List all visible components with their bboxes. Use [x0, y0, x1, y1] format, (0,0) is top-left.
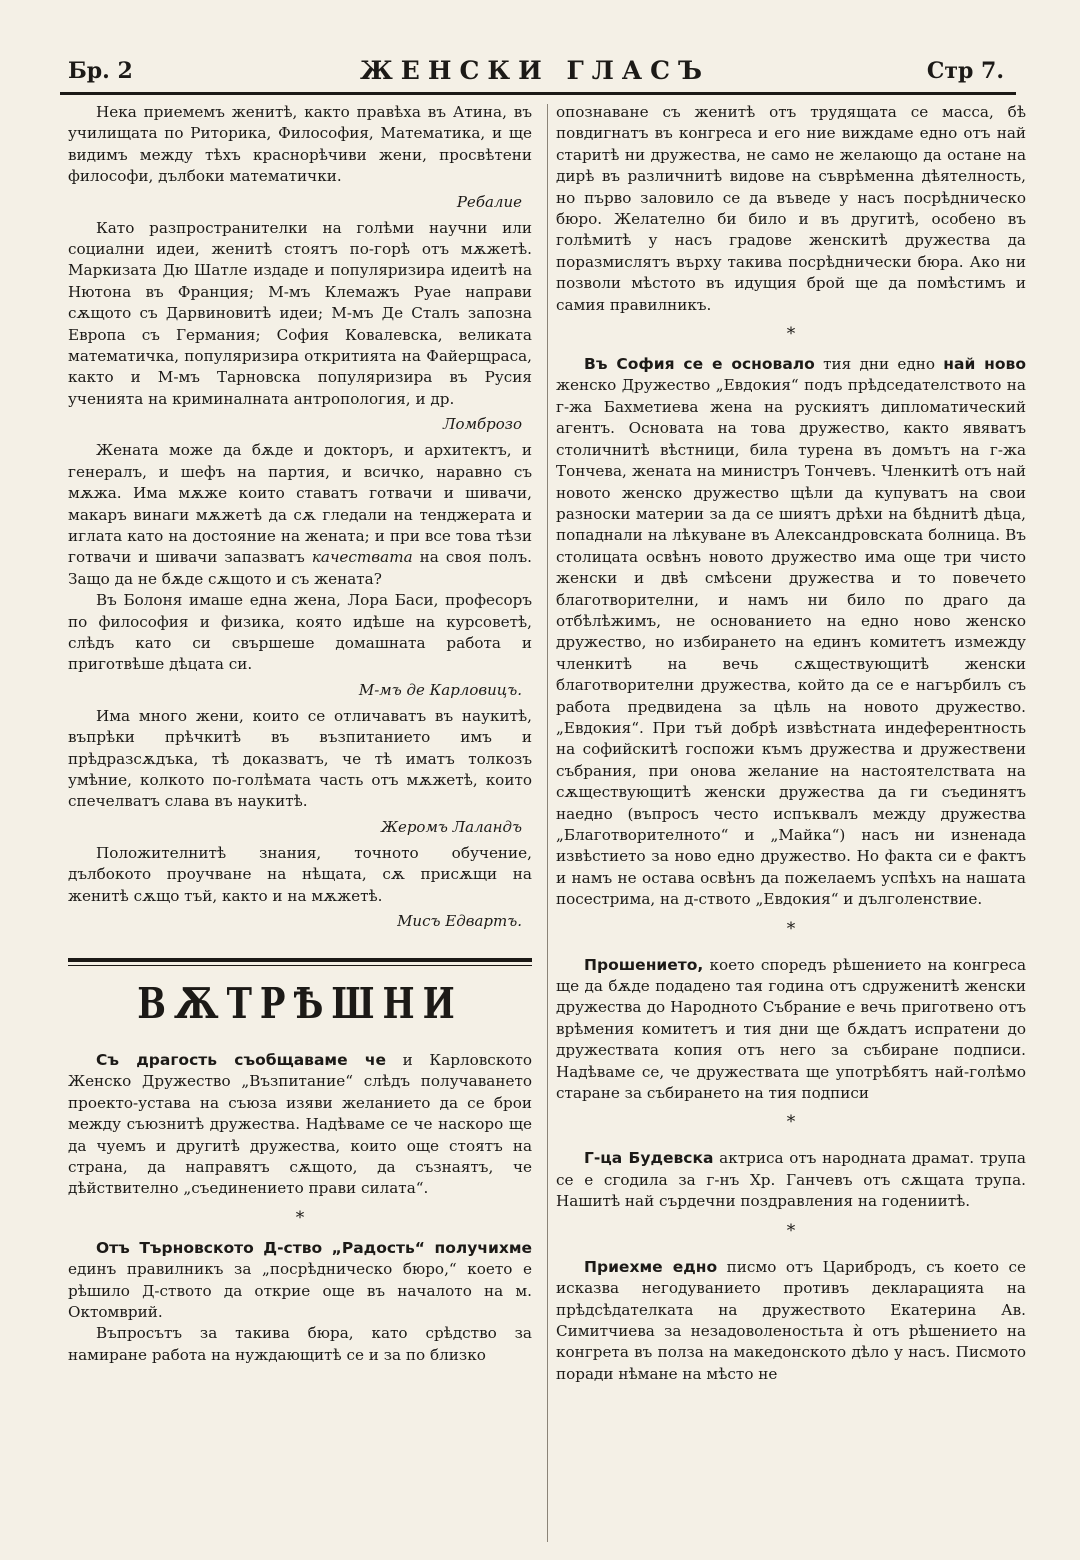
news-item: Съ драгость съобщаваме че и Карловското Женско Дружество „Възпитание“ слѣдъ получаването проекто-устава на съюза изяви желанието да се брои между съюзнитѣ дружества. Надѣваме се че наскоро ще да чуемъ и другитѣ дружества, които още стоятъ на страна, да направятъ сѫщото, да съзнаятъ, че дѣйствително „съединението прави силата“. — [68, 1051, 532, 1198]
separator-star: * — [786, 1112, 796, 1133]
section-rule-thick — [68, 958, 532, 962]
quote-author: Ломброзо — [443, 415, 522, 434]
news-lead: Съ драгость съобщаваме че — [96, 1051, 386, 1069]
news-item: Прошението, което споредъ рѣшението на конгреса ще да бѫде подадено тая година отъ сдруженитѣ женски дружества до Народното Събрание е вечь приготвено отъ врѣмения комитетъ и тия дни ще бѫдатъ испратени до дружествата копия отъ него за събиране подписи. Надѣваме се, че дружествата ще употрѣбятъ най-голѣмо старане за събирането на тия подписи — [556, 955, 1026, 1103]
page-header — [60, 56, 1010, 92]
news-lead: Прошението, — [584, 955, 704, 974]
news-item: Приехме едно писмо отъ Царибродъ, съ което се исказва негодуванието противъ декларацията на прѣдсѣдателката на дружеството Екатерина Ав. Симитчиева за незадоволеностьта ѝ отъ рѣшението на конгрета въ полза на македонското дѣло у насъ. Писмото поради нѣмане на мѣсто не — [556, 1257, 1026, 1383]
article-paragraph: Положителнитѣ знания, точното обучение, дълбокото проучване на нѣщата, сѫ присѫщи на женитѣ сѫщо тъй, както и на мѫжетѣ. — [68, 843, 532, 905]
section-title: ВѪТРѢШНИ — [137, 979, 463, 1029]
left-column — [68, 102, 532, 1542]
news-lead: най ново — [943, 355, 1026, 374]
article-paragraph: Като разпространителки на голѣми научни или социални идеи, женитѣ стоятъ по-горѣ отъ мѫжетѣ. Маркизата Дю Шатле издаде и популяризира идеитѣ на Нютона въ Франция; М-мъ Клемажъ Руае направи сѫщото съ Дарвиновитѣ идеи; М-мъ Де Сталъ запозна Европа съ Германия; София Ковалевска, великата математичка, популяризира откритията на Файерщраса, както и М-мъ Тарновска популяризира въ Русия ученията на криминалната антропология, и др. — [68, 218, 532, 408]
section-rule-thin — [68, 965, 532, 966]
news-lead: Г-ца Будевска — [584, 1149, 714, 1168]
news-item: Въ София се е основало тия дни едно най ново женско Дружество „Евдокия“ подъ прѣдседателството на г-жа Бахметиева жена на рускиятъ дипломатический агентъ. Основата на това дружество, както явяватъ столичнитѣ вѣстници, била турена въ домътъ на г-жа Тончева, жената на министръ Тончевъ. Членкитѣ отъ най новото женско дружество щѣли да купуватъ на свои разноски материи за да се шиятъ дрѣхи на бѣднитѣ дѣца, попаднали на лѣкуване въ Александровската болница. Въ столицата освѣнъ новото дружество има още три чисто женски и двѣ смѣсени дружества и то повечето благотворителни, и намъ ни било по драго да отбѣлѣжимъ, не основанието на едно ново женско дружество, но избирането на единъ комитетъ измежду членкитѣ на вечь сѫществующитѣ женски благотворителни дружества, който да се е нагърбилъ съ работа предвидена за цѣль на новото дружество. „Евдокия“. При тъй добрѣ извѣстната индеферентность на софийскитѣ госпожи къмъ дружества и дружествени събрания, при онова желание на настоятелствата на сѫществующитѣ женски дружества да ги съединятъ наедно (въпросъ често испъквалъ между дружества „Благотворителното“ и „Майка“) насъ ни изненада извѣстието за ново едно дружество. Но факта си е фактъ и намъ не остава освѣнъ да пожелаемъ успѣхъ на нашата посестрима, на д-ството „Евдокия“ и дълголенствие. — [556, 355, 1026, 909]
quote-author: Мисъ Едвартъ. — [397, 912, 522, 930]
news-item: опознаване съ женитѣ отъ трудящата се масса, бѣ повдигнатъ въ конгреса и его ние виждаме едно отъ най старитѣ ни дружества, не само не желающо да остане на дирѣ въ различнитѣ видове на съврѣменна дѣятелность, но първо заловило се да въведе у насъ посрѣдническо бюро. Желателно би било и въ другитѣ, особено въ голѣмитѣ у насъ градове женскитѣ дружества да поразмислятъ върху такива посрѣднически бюра. Ако ни позволи мѣстото въ идущия брой ще да помѣстимъ и самия правилникъ. — [556, 103, 1026, 314]
header-rule — [60, 92, 1016, 95]
article-paragraph: Жената може да бѫде и докторъ, и архитектъ, и генералъ, и шефъ на партия, и всичко, наравно съ мѫжа. Има мѫже които ставатъ готвачи и шивачи, макаръ винаги мѫжетѣ да сѫ гледали на тенджерата и иглата като на достояние на жената; и при все това тѣзи готвачи и шивачи запазватъ качествата на своя полъ. Защо да не бѫде сѫщото и съ жената? — [68, 441, 532, 588]
page-number: Стр 7. — [926, 58, 1004, 84]
news-lead: Отъ Търновското Д-ство „Радость“ получихме — [96, 1238, 532, 1257]
news-lead: Въ София се е основало — [584, 355, 815, 374]
right-column — [556, 102, 1026, 1542]
separator-star: * — [786, 1220, 796, 1241]
article-paragraph: Въ Болоня имаше една жена, Лора Баси, професоръ по философия и физика, която идѣше на курсоветѣ, слѣдъ като си свършеше домашната работа и приготвѣше дѣцата си. — [68, 591, 532, 674]
article-paragraph: Нека приемемъ женитѣ, както правѣха въ Атина, въ училищата по Риторика, Философия, Математика, и ще видимъ между тѣхъ краснорѣчиви жени, просвѣтени философи, дълбоки математички. — [68, 103, 532, 186]
column-divider — [547, 104, 548, 1542]
emphasis-word: качествата — [311, 548, 413, 567]
news-lead: Приехме едно — [584, 1257, 718, 1276]
separator-star: * — [295, 1207, 305, 1228]
quote-author: М-мъ де Карловицъ. — [358, 680, 522, 699]
news-item: Г-ца Будевска актриса отъ народната драмат. трупа се е сгодила за г-нъ Хр. Ганчевъ отъ сѫщата трупа. Нашитѣ най сърдечни поздравления на годениитѣ. — [556, 1149, 1026, 1211]
separator-star: * — [786, 324, 796, 345]
quote-author: Ребалие — [456, 192, 522, 211]
newspaper-title: ЖЕНСКИ ГЛАСЪ — [360, 56, 710, 85]
issue-number: Бр. 2 — [68, 58, 133, 84]
quote-author: Жеромъ Лаландъ — [381, 817, 522, 836]
news-item: Въпросътъ за такива бюра, като срѣдство за намиране работа на нуждающитѣ се и за по близко — [68, 1324, 532, 1364]
article-paragraph: Има много жени, които се отличаватъ въ наукитѣ, въпрѣки прѣчкитѣ въ възпитанието имъ и прѣдразсѫдъка, тѣ доказватъ, че тѣ иматъ толкозъ умѣние, колкото по-голѣмата часть отъ мѫжетѣ, които спечелватъ слава въ наукитѣ. — [68, 706, 532, 811]
news-item: Отъ Търновското Д-ство „Радость“ получихме единъ правилникъ за „посрѣдническо бюро,“ което е рѣшило Д-ството да открие още въ началото на м. Октомврий. — [68, 1238, 532, 1322]
separator-star: * — [786, 918, 796, 939]
